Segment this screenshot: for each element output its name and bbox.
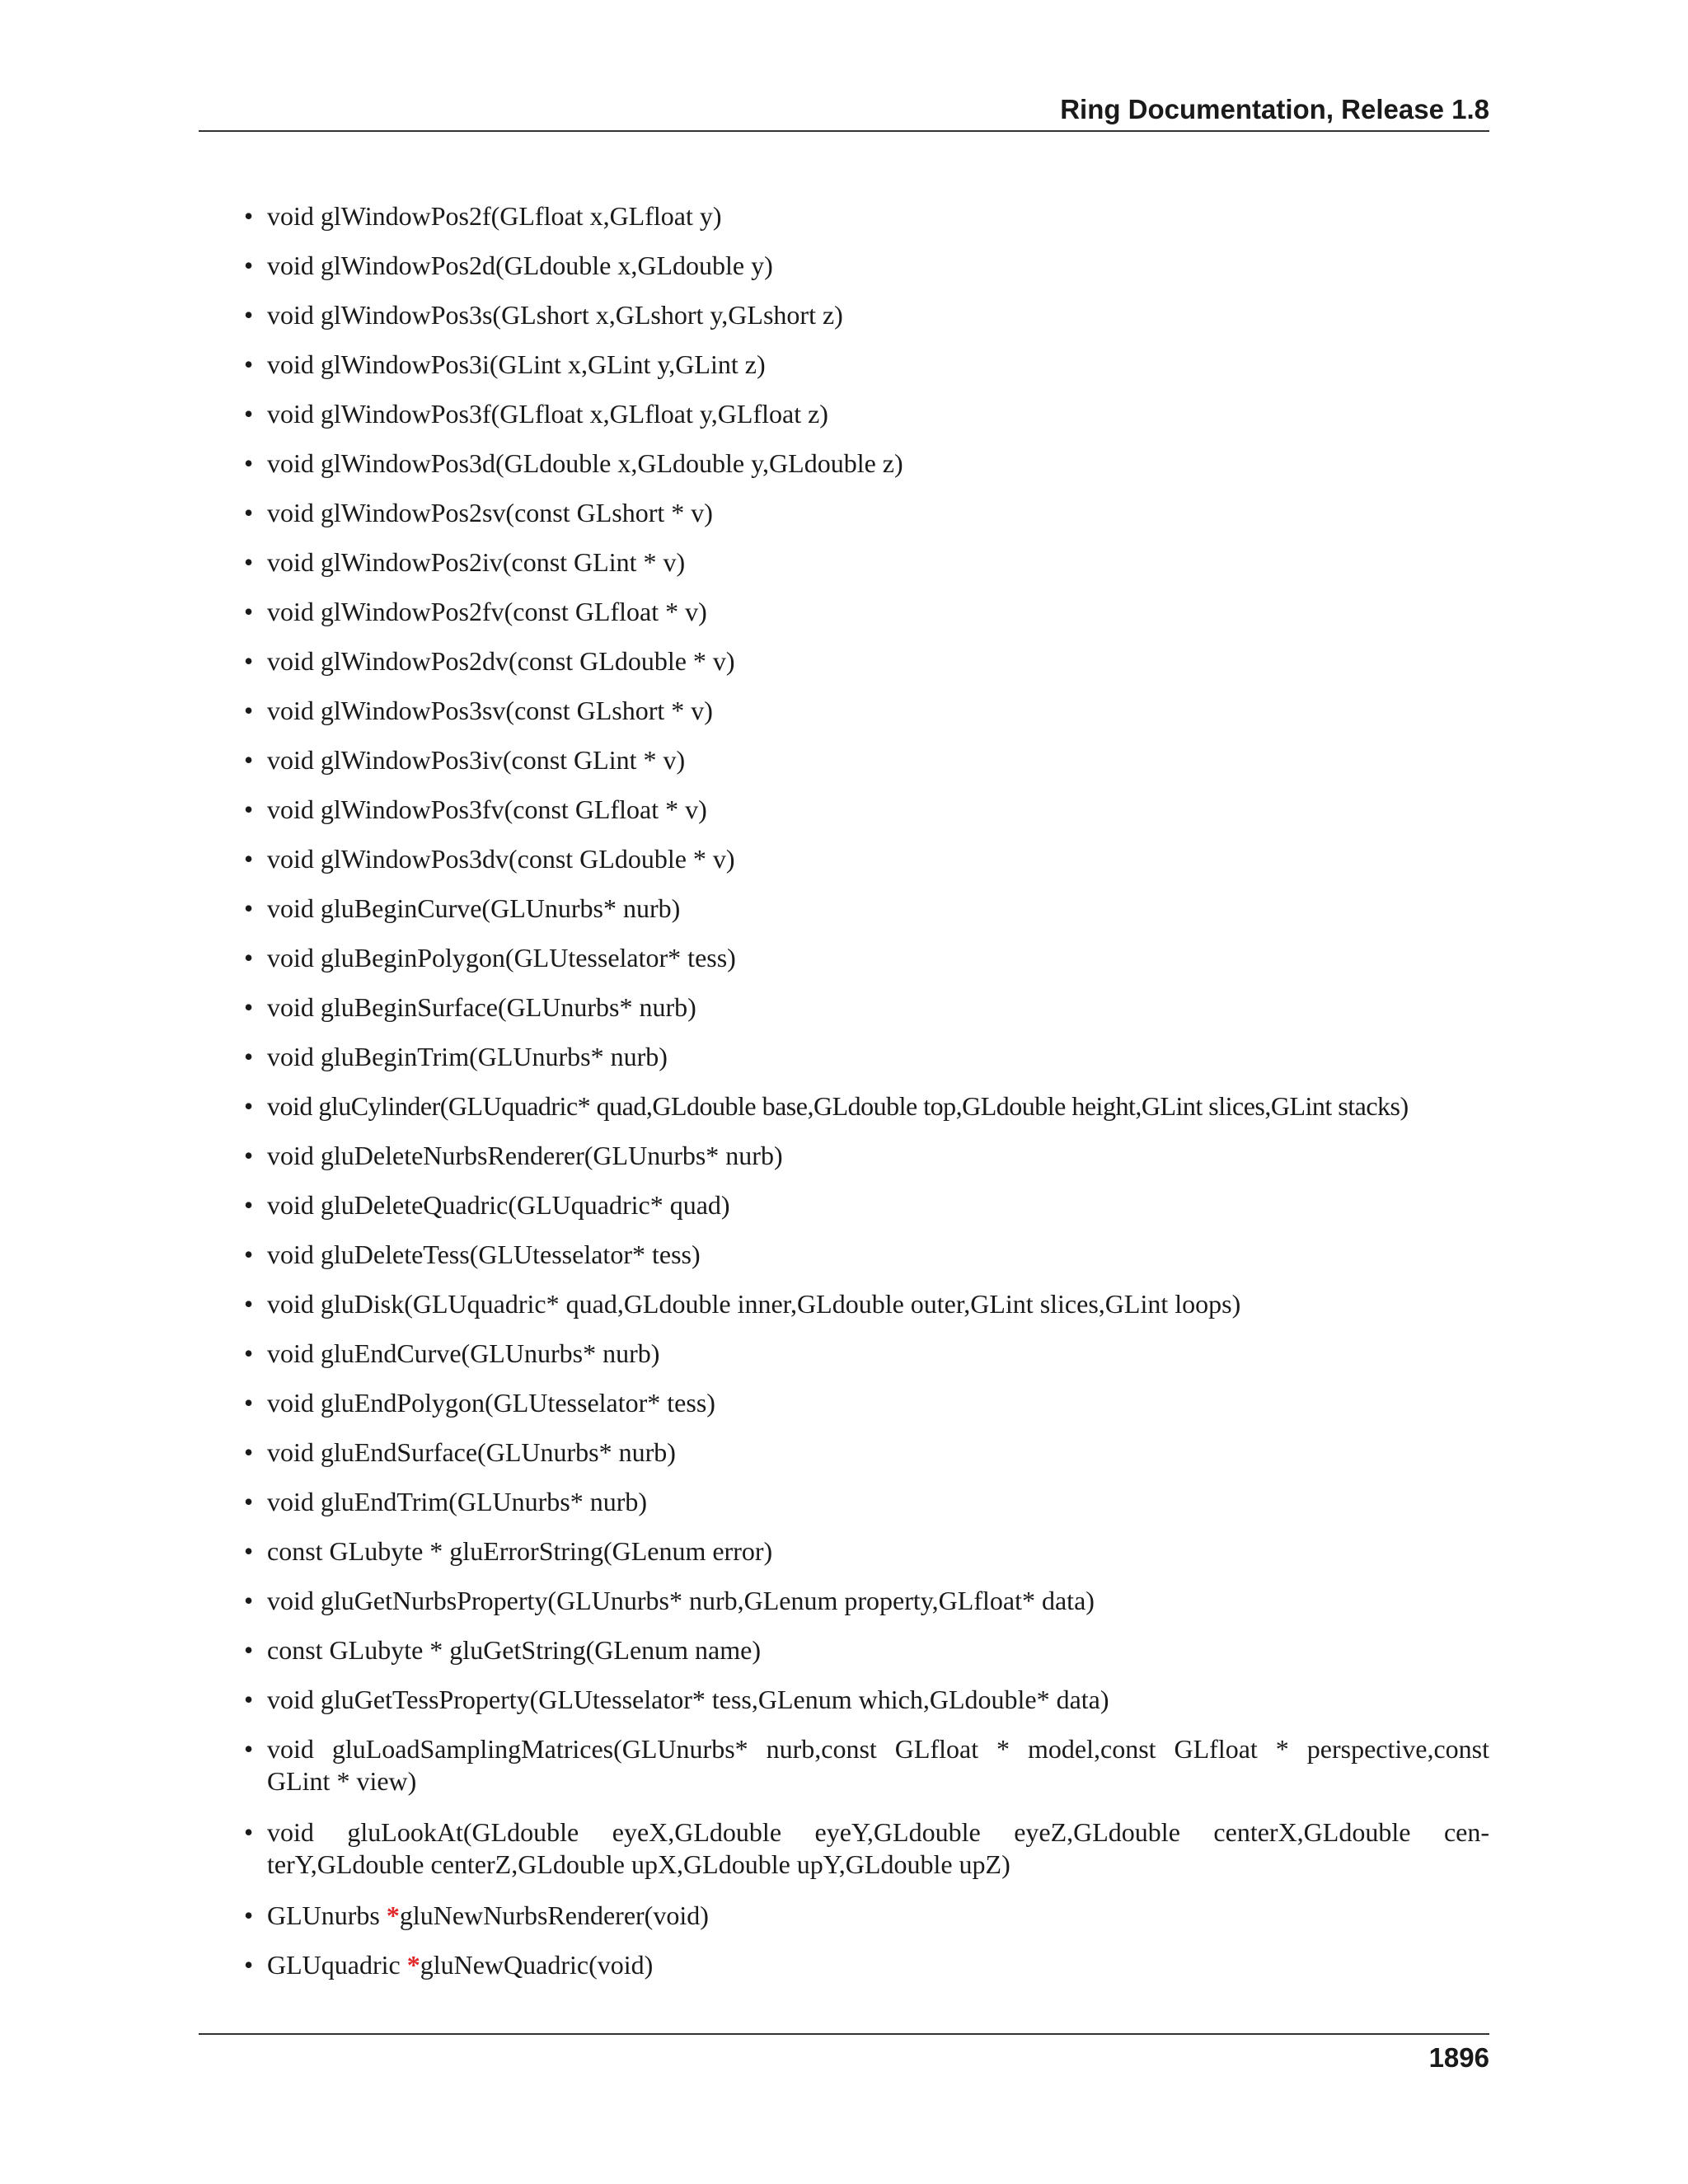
list-item — [244, 1900, 1489, 1932]
list-item-text: void glWindowPos3i(GLint x,GLint y,GLint z) — [267, 349, 766, 379]
pointer-star: * — [406, 1950, 420, 1980]
bullet-icon: • — [244, 1586, 254, 1615]
return-type: GLUquadric — [267, 1950, 407, 1980]
bullet-icon: • — [244, 498, 254, 527]
list-item-text: void gluGetNurbsProperty(GLUnurbs* nurb,GLenum property,GLfloat* data) — [267, 1586, 1095, 1615]
list-item-text: void gluBeginPolygon(GLUtesselator* tess) — [267, 943, 736, 972]
list-item — [244, 1239, 1489, 1271]
list-item-text: void glWindowPos3sv(const GLshort * v) — [267, 696, 713, 725]
bullet-icon: • — [244, 1734, 254, 1764]
bullet-icon: • — [244, 745, 254, 775]
list-item-text: void glWindowPos3dv(const GLdouble * v) — [267, 844, 735, 874]
bullet-icon: • — [244, 943, 254, 972]
bullet-icon: • — [244, 1900, 254, 1930]
list-item-text-line2: terY,GLdouble centerZ,GLdouble upX,GLdouble upY,GLdouble upZ) — [267, 1849, 1010, 1879]
list-item — [244, 1387, 1489, 1419]
list-item — [244, 843, 1489, 875]
list-item-text: void gluEndSurface(GLUnurbs* nurb) — [267, 1437, 676, 1467]
bullet-icon: • — [244, 1950, 254, 1980]
list-item-text: void gluDisk(GLUquadric* quad,GLdouble inner,GLdouble outer,GLint slices,GLint loops) — [267, 1289, 1241, 1319]
list-item — [244, 794, 1489, 826]
list-item — [244, 991, 1489, 1024]
list-item-text: void glWindowPos3d(GLdouble x,GLdouble y,GLdouble z) — [267, 448, 903, 478]
list-item-text: void glWindowPos3fv(const GLfloat * v) — [267, 794, 707, 824]
bullet-icon: • — [244, 1388, 254, 1418]
bullet-icon: • — [244, 597, 254, 626]
header-rule — [199, 130, 1489, 132]
list-item-text: void glWindowPos3s(GLshort x,GLshort y,GLshort z) — [267, 300, 843, 330]
list-item — [244, 744, 1489, 776]
list-item — [244, 1816, 1489, 1881]
list-item — [244, 1486, 1489, 1518]
list-item-text: void gluEndPolygon(GLUtesselator* tess) — [267, 1388, 715, 1418]
list-item — [244, 349, 1489, 381]
bullet-icon: • — [244, 646, 254, 676]
bullet-icon: • — [244, 1141, 254, 1170]
bullet-icon: • — [244, 1536, 254, 1566]
list-item — [244, 1288, 1489, 1320]
pointer-star: * — [386, 1900, 400, 1930]
list-item — [244, 596, 1489, 628]
list-item — [244, 1733, 1489, 1797]
list-item — [244, 942, 1489, 974]
list-item-text: void glWindowPos3iv(const GLint * v) — [267, 745, 686, 775]
function-list — [244, 200, 1489, 1999]
list-item-text: void gluDeleteQuadric(GLUquadric* quad) — [267, 1190, 730, 1220]
list-item — [244, 398, 1489, 430]
list-item — [244, 546, 1489, 579]
list-item — [244, 1090, 1489, 1122]
bullet-icon: • — [244, 992, 254, 1022]
bullet-icon: • — [244, 547, 254, 577]
function-name: gluNewQuadric(void) — [420, 1950, 654, 1980]
list-item — [244, 645, 1489, 677]
bullet-icon: • — [244, 300, 254, 330]
list-item-text: void glWindowPos2f(GLfloat x,GLfloat y) — [267, 201, 722, 231]
list-item-text: void glWindowPos2fv(const GLfloat * v) — [267, 597, 707, 626]
list-item — [244, 1949, 1489, 1981]
list-item-text: void gluDeleteNurbsRenderer(GLUnurbs* nurb) — [267, 1141, 783, 1170]
list-item — [244, 893, 1489, 925]
list-item — [244, 1189, 1489, 1221]
bullet-icon: • — [244, 696, 254, 725]
bullet-icon: • — [244, 1817, 254, 1847]
bullet-icon: • — [244, 1685, 254, 1714]
list-item-text-line2: GLint * view) — [267, 1766, 417, 1796]
list-item — [244, 448, 1489, 480]
list-item-text: void glWindowPos2dv(const GLdouble * v) — [267, 646, 735, 676]
list-item-text: void gluGetTessProperty(GLUtesselator* tess,GLenum which,GLdouble* data) — [267, 1685, 1109, 1714]
bullet-icon: • — [244, 349, 254, 379]
bullet-icon: • — [244, 1289, 254, 1319]
list-item — [244, 1634, 1489, 1666]
list-item-text: void glWindowPos2iv(const GLint * v) — [267, 547, 686, 577]
list-item-text: void gluEndTrim(GLUnurbs* nurb) — [267, 1487, 648, 1516]
list-item — [244, 250, 1489, 282]
list-item-text: void gluBeginTrim(GLUnurbs* nurb) — [267, 1042, 668, 1071]
bullet-icon: • — [244, 893, 254, 923]
list-item-text: const GLubyte * gluGetString(GLenum name) — [267, 1635, 761, 1665]
list-item — [244, 1585, 1489, 1617]
bullet-icon: • — [244, 794, 254, 824]
list-item-text: void gluEndCurve(GLUnurbs* nurb) — [267, 1338, 660, 1368]
list-item — [244, 200, 1489, 232]
bullet-icon: • — [244, 1437, 254, 1467]
list-item-text: void glWindowPos3f(GLfloat x,GLfloat y,GLfloat z) — [267, 399, 828, 429]
list-item-text-line1: void gluLoadSamplingMatrices(GLUnurbs* nurb,const GLfloat * model,const GLfloat * perspective,const — [267, 1734, 1489, 1764]
bullet-icon: • — [244, 1338, 254, 1368]
list-item-text: void gluBeginSurface(GLUnurbs* nurb) — [267, 992, 696, 1022]
bullet-icon: • — [244, 1487, 254, 1516]
list-item-text: void gluCylinder(GLUquadric* quad,GLdouble base,GLdouble top,GLdouble height,GLint slices,GLint stacks) — [267, 1091, 1409, 1121]
list-item-text: void glWindowPos2sv(const GLshort * v) — [267, 498, 713, 527]
list-item — [244, 497, 1489, 529]
footer-rule — [199, 2033, 1489, 2035]
function-name: gluNewNurbsRenderer(void) — [399, 1900, 709, 1930]
list-item — [244, 1140, 1489, 1172]
list-item — [244, 1338, 1489, 1370]
list-item — [244, 299, 1489, 331]
list-item-text: const GLubyte * gluErrorString(GLenum error) — [267, 1536, 773, 1566]
page-header-title: Ring Documentation, Release 1.8 — [1060, 94, 1489, 124]
list-item-text: void glWindowPos2d(GLdouble x,GLdouble y) — [267, 251, 773, 280]
list-item — [244, 1041, 1489, 1073]
list-item-text: void gluDeleteTess(GLUtesselator* tess) — [267, 1240, 701, 1269]
list-item-text: void gluBeginCurve(GLUnurbs* nurb) — [267, 893, 681, 923]
list-item — [244, 1436, 1489, 1469]
bullet-icon: • — [244, 844, 254, 874]
list-item — [244, 1684, 1489, 1716]
list-item — [244, 1535, 1489, 1568]
bullet-icon: • — [244, 1635, 254, 1665]
bullet-icon: • — [244, 201, 254, 231]
bullet-icon: • — [244, 1091, 254, 1121]
bullet-icon: • — [244, 448, 254, 478]
return-type: GLUnurbs — [267, 1900, 387, 1930]
bullet-icon: • — [244, 1240, 254, 1269]
list-item — [244, 695, 1489, 727]
bullet-icon: • — [244, 399, 254, 429]
bullet-icon: • — [244, 251, 254, 280]
list-item-text-line1: void gluLookAt(GLdouble eyeX,GLdouble eyeY,GLdouble eyeZ,GLdouble centerX,GLdouble cen- — [267, 1817, 1489, 1847]
bullet-icon: • — [244, 1190, 254, 1220]
page-number: 1896 — [1428, 2042, 1489, 2073]
bullet-icon: • — [244, 1042, 254, 1071]
